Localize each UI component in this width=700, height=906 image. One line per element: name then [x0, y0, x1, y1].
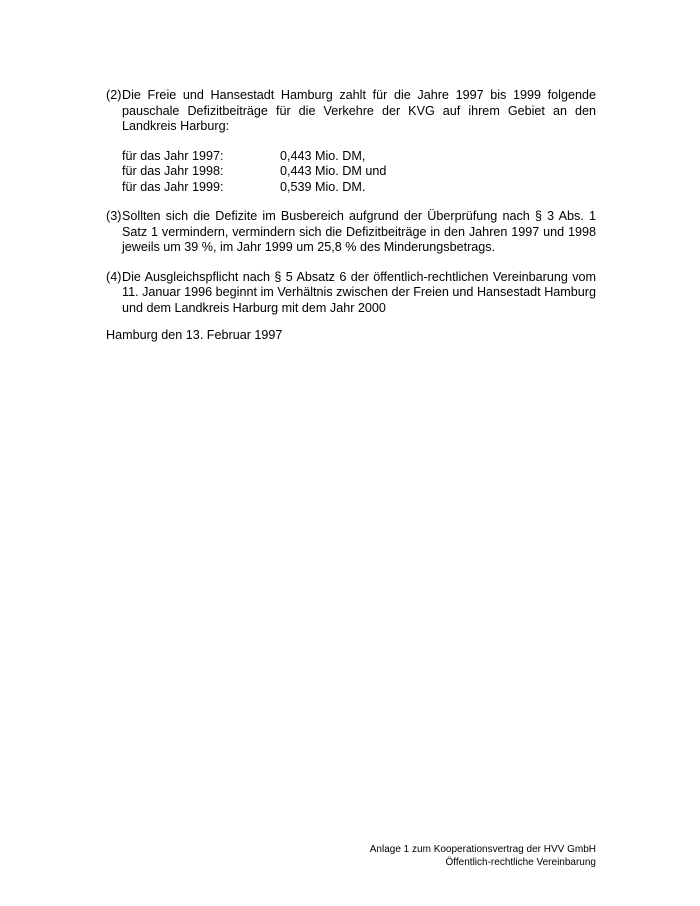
footer-line-1: Anlage 1 zum Kooperationsvertrag der HVV GmbH — [369, 844, 596, 855]
amount-row-1998 — [122, 164, 596, 180]
signoff-place-date: Hamburg den 13. Februar 1997 — [106, 328, 283, 342]
amount-value: 0,539 Mio. DM. — [280, 179, 366, 194]
paragraph-4 — [106, 270, 596, 317]
document-body — [106, 88, 596, 316]
amount-value: 0,443 Mio. DM und — [280, 164, 387, 178]
page-footer — [370, 844, 596, 869]
paragraph-2 — [106, 88, 596, 135]
amount-label: für das Jahr 1999: — [122, 179, 224, 194]
paragraph-2-text: Die Freie und Hansestadt Hamburg zahlt für die Jahre 1997 bis 1999 folgende pauschale Defizitbeiträge für die Verkehre der KVG auf ihrem Gebiet an den Landkreis Harburg: — [122, 88, 596, 133]
amount-value: 0,443 Mio. DM, — [280, 148, 366, 163]
amount-label: für das Jahr 1997: — [122, 148, 224, 163]
paragraph-4-number: (4) — [106, 269, 122, 284]
paragraph-3-text: Sollten sich die Defizite im Busbereich aufgrund der Überprüfung nach § 3 Abs. 1 Satz 1 vermindern, vermindern sich die Defizitbeiträge in den Jahren 1997 und 1998 jeweils um 39 %, im Jahr 1999 um 25,8 % des Minderungsbetrags. — [122, 209, 596, 254]
amount-label: für das Jahr 1998: — [122, 164, 224, 178]
paragraph-3-number: (3) — [106, 209, 122, 223]
deficit-amounts-list — [122, 149, 596, 196]
paragraph-4-text: Die Ausgleichspflicht nach § 5 Absatz 6 der öffentlich-rechtlichen Vereinbarung vom 11. Januar 1996 beginnt im Verhältnis zwischen der Freien und Hansestadt Hamburg und dem Landkreis Harburg mit dem Jahr 2000 — [122, 269, 596, 315]
amount-row-1999 — [122, 180, 596, 196]
footer-line-2: Öffentlich-rechtliche Vereinbarung — [445, 856, 596, 868]
paragraph-3 — [106, 209, 596, 256]
amount-row-1997 — [122, 149, 596, 165]
paragraph-2-number: (2) — [106, 88, 122, 102]
